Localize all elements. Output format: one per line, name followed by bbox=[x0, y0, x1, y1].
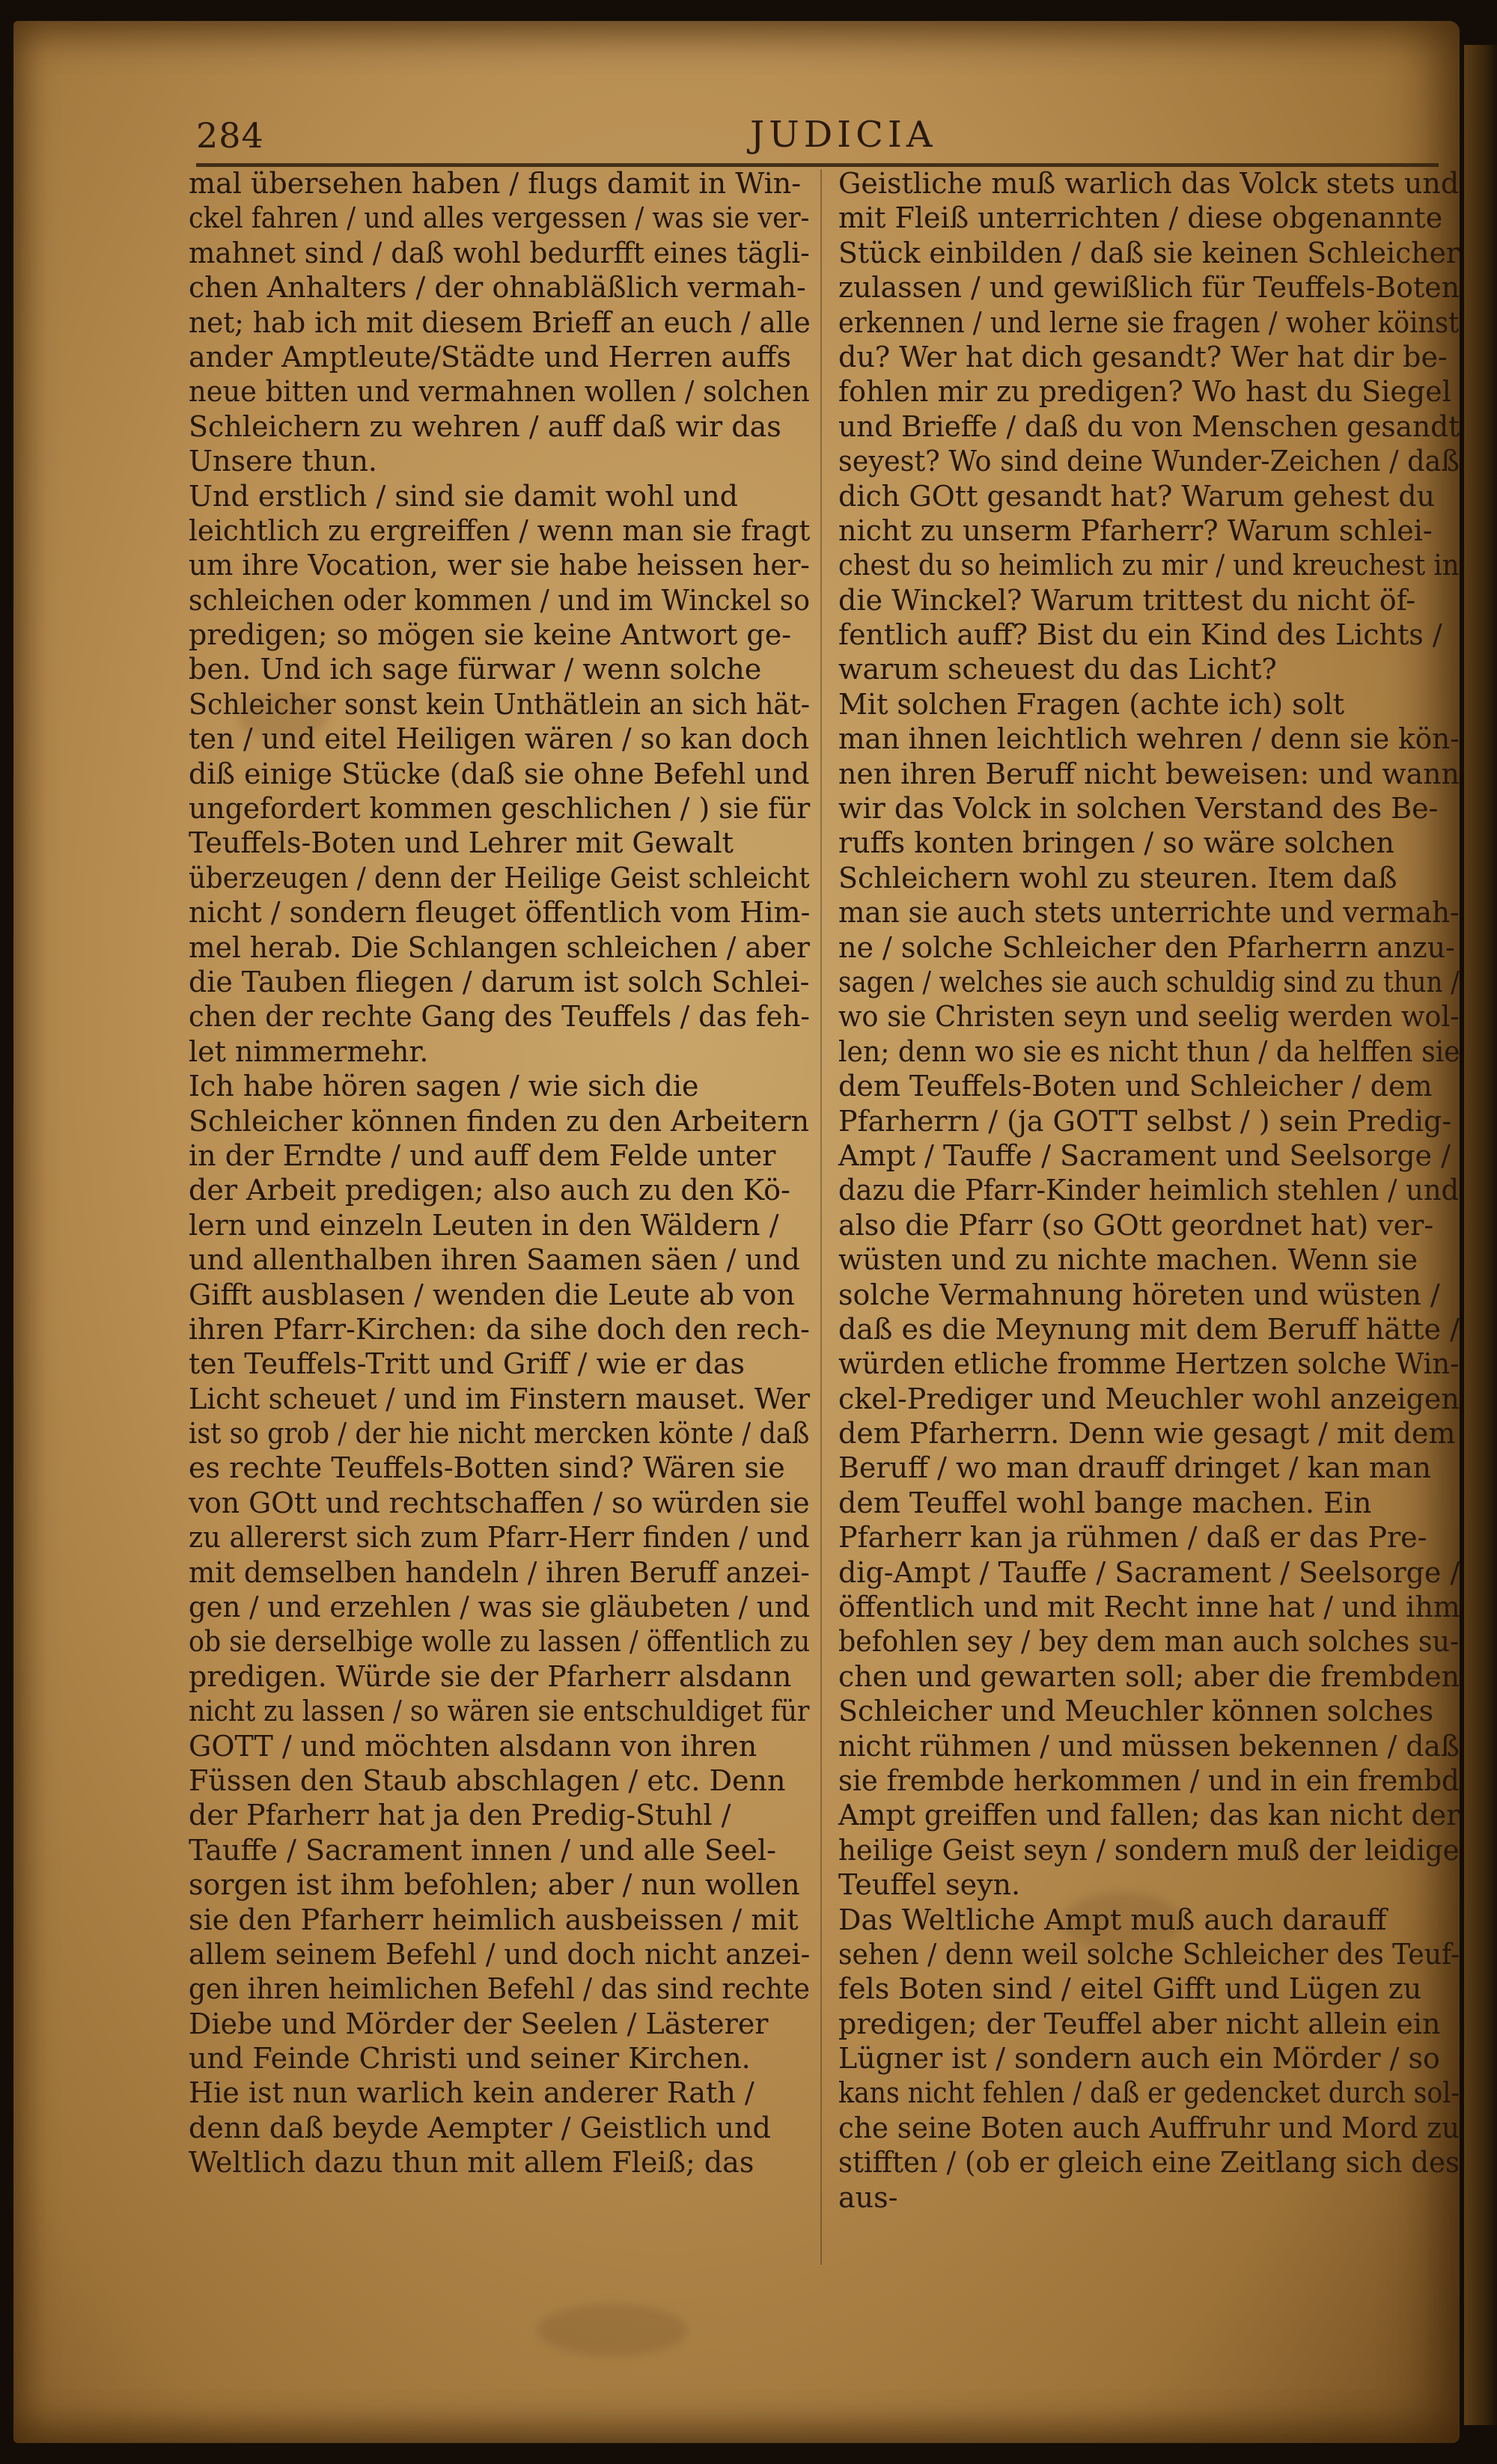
text-line: ungefordert kommen geschlichen / ) sie für bbox=[189, 792, 811, 826]
text-line: erkennen / und lerne sie fragen / woher köinst bbox=[838, 305, 1460, 339]
text-line: chen der rechte Gang des Teuffels / das feh- bbox=[189, 1000, 810, 1034]
text-line: befohlen sey / bey dem man auch solches su- bbox=[838, 1625, 1460, 1659]
text-line: allem seinem Befehl / und doch nicht anzei- bbox=[189, 1937, 811, 1971]
text-line: neue bitten und vermahnen wollen / solchen bbox=[189, 375, 810, 409]
text-line: fels Boten sind / eitel Gifft und Lügen zu bbox=[838, 1972, 1422, 2006]
text-line: zulassen / und gewißlich für Teuffels-Boten bbox=[838, 271, 1460, 305]
text-line: es rechte Teuffels-Botten sind? Wären sie bbox=[189, 1451, 785, 1485]
text-line: wüsten und zu nichte machen. Wenn sie bbox=[838, 1243, 1418, 1277]
text-line: mit Fleiß unterrichten / diese obgenannte bbox=[838, 201, 1443, 235]
text-line: daß es die Meynung mit dem Beruff hätte / bbox=[838, 1312, 1460, 1346]
text-line: Pfarherrn / (ja GOTT selbst / ) sein Predig- bbox=[838, 1104, 1452, 1138]
text-line: predigen; der Teuffel aber nicht allein ein bbox=[838, 2007, 1441, 2040]
page-header bbox=[196, 112, 1439, 165]
text-line: heilige Geist seyn / sondern muß der leidige bbox=[838, 1833, 1460, 1867]
text-line: let nimmermehr. bbox=[189, 1034, 429, 1068]
text-line: che seine Boten auch Auffruhr und Mord zu bbox=[838, 2111, 1460, 2144]
text-line: fohlen mir zu predigen? Wo hast du Siegel bbox=[838, 375, 1451, 409]
text-line: Mit solchen Fragen (achte ich) solt bbox=[838, 687, 1344, 721]
text-line: sie frembde herkommen / und in ein frembd bbox=[838, 1763, 1460, 1797]
text-line: seyest? Wo sind deine Wunder-Zeichen / daß bbox=[838, 445, 1460, 478]
text-line: aus- bbox=[838, 2180, 898, 2214]
text-line: also die Pfarr (so GOtt geordnet hat) ver- bbox=[838, 1208, 1434, 1242]
text-line: nicht zu lassen / so wären sie entschuldiget für bbox=[189, 1695, 810, 1728]
text-line: Diebe und Mörder der Seelen / Lästerer bbox=[189, 2007, 769, 2040]
text-line: dem Pfarherrn. Denn wie gesagt / mit dem bbox=[838, 1417, 1456, 1451]
text-line: warum scheuest du das Licht? bbox=[838, 653, 1277, 686]
text-line: Ampt / Tauffe / Sacrament und Seelsorge / bbox=[838, 1138, 1451, 1172]
book-edge bbox=[1464, 45, 1497, 2425]
text-line: ihren Pfarr-Kirchen: da sihe doch den rech- bbox=[189, 1312, 810, 1346]
text-line: überzeugen / denn der Heilige Geist schleicht bbox=[189, 861, 810, 894]
text-line: Ich habe hören sagen / wie sich die bbox=[189, 1070, 699, 1103]
text-line: predigen. Würde sie der Pfarherr alsdann bbox=[189, 1659, 792, 1693]
text-line: wo sie Christen seyn und seelig werden wol- bbox=[838, 1000, 1460, 1034]
text-line: dazu die Pfarr-Kinder heimlich stehlen / und bbox=[838, 1174, 1460, 1207]
text-line: dich GOtt gesandt hat? Warum gehest du bbox=[838, 479, 1435, 513]
text-line: chen und gewarten soll; aber die frembden bbox=[838, 1659, 1460, 1693]
text-line: du? Wer hat dich gesandt? Wer hat dir be- bbox=[838, 340, 1448, 373]
text-line: Schleicher und Meuchler können solches bbox=[838, 1695, 1434, 1728]
text-line: len; denn wo sie es nicht thun / da helffen sie bbox=[838, 1034, 1460, 1068]
text-line: mahnet sind / daß wohl bedurfft eines tägli- bbox=[189, 236, 810, 269]
text-line: ten Teuffels-Tritt und Griff / wie er das bbox=[189, 1347, 746, 1381]
text-line: und Brieffe / daß du von Menschen gesandt bbox=[838, 409, 1460, 443]
text-line: denn daß beyde Aempter / Geistlich und bbox=[189, 2111, 771, 2144]
text-line: man sie auch stets unterrichte und vermah- bbox=[838, 896, 1460, 930]
text-line: chest du so heimlich zu mir / und kreuchest in bbox=[838, 549, 1460, 582]
text-line: gen ihren heimlichen Befehl / das sind rechte bbox=[189, 1972, 810, 2006]
text-line: und allenthalben ihren Saamen säen / und bbox=[189, 1243, 800, 1277]
text-line: Tauffe / Sacrament innen / und alle Seel- bbox=[189, 1833, 777, 1867]
text-line: öffentlich und mit Recht inne hat / und ihm bbox=[838, 1591, 1460, 1624]
text-line: nicht zu unserm Pfarherr? Warum schlei- bbox=[838, 513, 1433, 547]
text-line: Füssen den Staub abschlagen / etc. Denn bbox=[189, 1763, 786, 1797]
text-line: schleichen oder kommen / und im Winckel so bbox=[189, 583, 810, 617]
text-line: der Pfarherr hat ja den Predig-Stuhl / bbox=[189, 1799, 731, 1832]
text-line: würden etliche fromme Hertzen solche Win- bbox=[838, 1347, 1460, 1381]
text-line: ben. Und ich sage fürwar / wenn solche bbox=[189, 653, 762, 686]
text-line: Das Weltliche Ampt muß auch darauff bbox=[838, 1903, 1387, 1936]
page-number: 284 bbox=[196, 115, 264, 156]
text-line: Schleicher sonst kein Unthätlein an sich hät- bbox=[189, 687, 811, 721]
text-line: chen Anhalters / der ohnabläßlich vermah- bbox=[189, 271, 806, 305]
text-line: fentlich auff? Bist du ein Kind des Lichts / bbox=[838, 618, 1442, 652]
text-line: GOTT / und möchten alsdann von ihren bbox=[189, 1729, 757, 1763]
left-text-column bbox=[189, 166, 810, 2180]
text-line: Geistliche muß warlich das Volck stets und bbox=[838, 167, 1460, 200]
text-line: solche Vermahnung höreten und wüsten / bbox=[838, 1278, 1440, 1311]
text-line: nicht rühmen / und müssen bekennen / daß bbox=[838, 1729, 1460, 1763]
text-line: leichtlich zu ergreiffen / wenn man sie fragt bbox=[189, 513, 811, 547]
text-line: die Tauben fliegen / darum ist solch Schlei- bbox=[189, 965, 810, 998]
text-line: Unsere thun. bbox=[189, 445, 377, 478]
text-line: nicht / sondern fleuget öffentlich vom Him- bbox=[189, 896, 811, 930]
text-line: ckel fahren / und alles vergessen / was sie ver- bbox=[189, 201, 810, 235]
text-line: net; hab ich mit diesem Brieff an euch / alle bbox=[189, 305, 811, 339]
text-line: Schleichern zu wehren / auff daß wir das bbox=[189, 409, 781, 443]
text-line: ckel-Prediger und Meuchler wohl anzeigen bbox=[838, 1382, 1460, 1415]
text-line: Schleichern wohl zu steuren. Item daß bbox=[838, 861, 1397, 894]
text-line: wir das Volck in solchen Verstand des Be- bbox=[838, 792, 1439, 826]
text-line: sehen / denn weil solche Schleicher des Teuf- bbox=[838, 1937, 1460, 1971]
text-line: ander Amptleute/Städte und Herren auffs bbox=[189, 340, 792, 373]
text-line: der Arbeit predigen; also auch zu den Kö- bbox=[189, 1174, 790, 1207]
text-line: dem Teuffels-Boten und Schleicher / dem bbox=[838, 1070, 1433, 1103]
text-line: sorgen ist ihm befohlen; aber / nun wollen bbox=[189, 1868, 800, 1902]
text-line: in der Erndte / und auff dem Felde unter bbox=[189, 1138, 776, 1172]
text-line: dig-Ampt / Tauffe / Sacrament / Seelsorge / bbox=[838, 1555, 1460, 1589]
text-line: Gifft ausblasen / wenden die Leute ab von bbox=[189, 1278, 795, 1311]
text-line: mal übersehen haben / flugs damit in Win- bbox=[189, 167, 802, 200]
text-line: Pfarherr kan ja rühmen / daß er das Pre- bbox=[838, 1521, 1427, 1555]
text-line: Teuffel seyn. bbox=[838, 1868, 1021, 1902]
text-line: mit demselben handeln / ihren Beruff anzei- bbox=[189, 1555, 810, 1589]
text-line: gen / und erzehlen / was sie gläubeten / und bbox=[189, 1591, 811, 1624]
text-line: Weltlich dazu thun mit allem Fleiß; das bbox=[189, 2146, 754, 2180]
text-line: ist so grob / der hie nicht mercken könte / daß bbox=[189, 1417, 810, 1451]
text-line: Und erstlich / sind sie damit wohl und bbox=[189, 479, 739, 513]
text-line: nen ihren Beruff nicht beweisen: und wann bbox=[838, 757, 1460, 790]
text-line: sagen / welches sie auch schuldig sind zu thun / bbox=[838, 965, 1460, 998]
text-line: von GOtt und rechtschaffen / so würden sie bbox=[189, 1486, 810, 1519]
right-text-column bbox=[838, 166, 1460, 2215]
paper-stain bbox=[537, 2304, 687, 2356]
text-line: Beruff / wo man drauff dringet / kan man bbox=[838, 1451, 1431, 1485]
text-line: ten / und eitel Heiligen wären / so kan doch bbox=[189, 722, 810, 756]
text-line: Licht scheuet / und im Finstern mauset. Wer bbox=[189, 1382, 811, 1415]
text-line: sie den Pfarherr heimlich ausbeissen / mit bbox=[189, 1903, 799, 1936]
text-line: und Feinde Christi und seiner Kirchen. bbox=[189, 2042, 751, 2076]
text-line: Schleicher können finden zu den Arbeitern bbox=[189, 1104, 810, 1138]
text-line: um ihre Vocation, wer sie habe heissen her- bbox=[189, 549, 810, 582]
text-line: lern und einzeln Leuten in den Wäldern / bbox=[189, 1208, 779, 1242]
text-line: Ampt greiffen und fallen; das kan nicht der bbox=[838, 1799, 1460, 1832]
text-line: man ihnen leichtlich wehren / denn sie kön- bbox=[838, 722, 1460, 756]
text-line: mel herab. Die Schlangen schleichen / aber bbox=[189, 930, 810, 964]
text-line: predigen; so mögen sie keine Antwort ge- bbox=[189, 618, 792, 652]
text-line: stifften / (ob er gleich eine Zeitlang sich des bbox=[838, 2146, 1460, 2180]
text-line: Teuffels-Boten und Lehrer mit Gewalt bbox=[189, 826, 734, 860]
text-line: Hie ist nun warlich kein anderer Rath / bbox=[189, 2076, 754, 2110]
text-line: ne / solche Schleicher den Pfarherrn anzu- bbox=[838, 930, 1455, 964]
text-line: Lügner ist / sondern auch ein Mörder / so bbox=[838, 2042, 1440, 2076]
text-line: die Winckel? Warum trittest du nicht öf- bbox=[838, 583, 1416, 617]
column-divider bbox=[820, 169, 822, 2265]
text-line: ruffs konten bringen / so wäre solchen bbox=[838, 826, 1394, 860]
text-line: dem Teuffel wohl bange machen. Ein bbox=[838, 1486, 1372, 1519]
text-line: ob sie derselbige wolle zu lassen / öffentlich zu bbox=[189, 1625, 811, 1659]
text-line: Stück einbilden / daß sie keinen Schleicher bbox=[838, 236, 1460, 269]
text-line: zu allererst sich zum Pfarr-Herr finden / und bbox=[189, 1521, 810, 1555]
running-head: JUDICIA bbox=[750, 114, 937, 156]
text-line: diß einige Stücke (daß sie ohne Befehl und bbox=[189, 757, 810, 790]
text-line: kans nicht fehlen / daß er gedencket durch sol- bbox=[838, 2076, 1460, 2110]
